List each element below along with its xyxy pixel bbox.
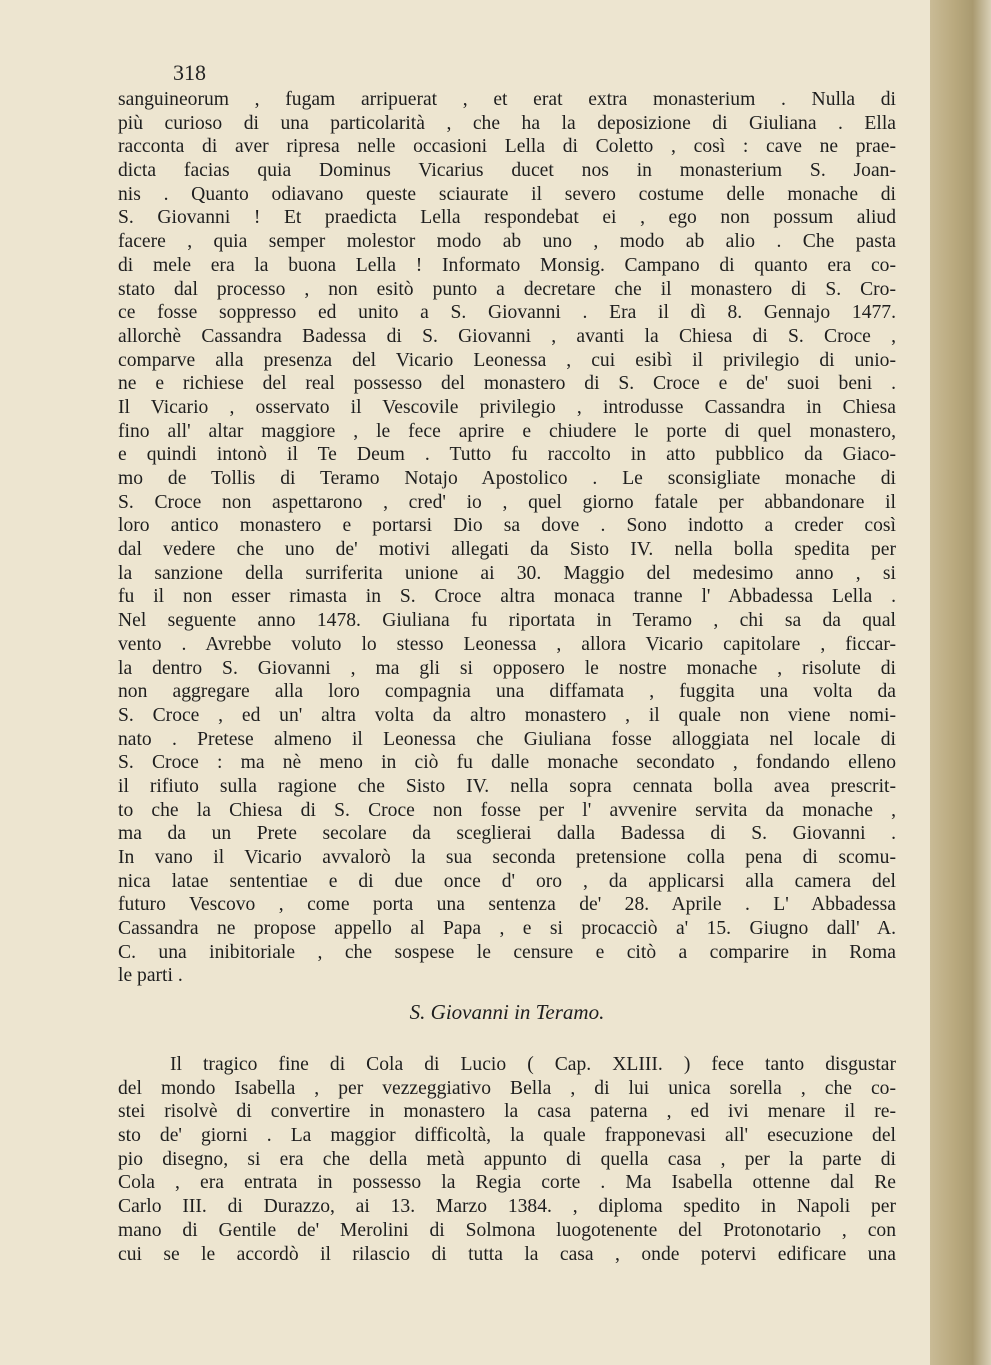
text-line: sto de' giorni . La maggior difficoltà, la quale frapponevasi all' esecuzione del [118,1125,896,1147]
text-line: le parti . [118,965,183,987]
text-line: Cassandra ne propose appello al Papa , e si procacciò a' 15. Giugno dall' A. [118,918,896,940]
text-line: la sanzione della surriferita unione ai 30. Maggio del medesimo anno , si [118,562,896,584]
text-line: facere , quia semper molestor modo ab uno , modo ab alio . Che pasta [118,231,896,253]
text-line: il rifiuto sulla ragione che Sisto IV. nella sopra cennata bolla avea prescrit- [118,775,896,797]
text-line: dal vedere che uno de' motivi allegati da Sisto IV. nella bolla spedita per [118,539,896,561]
text-line: stato dal processo , non esitò punto a decretare che il monastero di S. Cro- [118,278,896,300]
text-line: vento . Avrebbe voluto lo stesso Leonessa , allora Vicario capitolare , ficcar- [118,633,896,655]
paragraph-1 [118,88,896,988]
text-line: nica latae sententiae e di due once d' oro , da applicarsi alla camera del [118,870,896,892]
text-line: S. Giovanni ! Et praedicta Lella respondebat ei , ego non possum aliud [118,207,896,229]
text-line: C. una inibitoriale , che sospese le censure e citò a comparire in Roma [118,941,896,963]
text-line: ma da un Prete secolare da sceglierai dalla Badessa di S. Giovanni . [118,823,896,845]
text-line: racconta di aver ripresa nelle occasioni Lella di Coletto , così : cave ne prae- [118,136,896,158]
text-line: ce fosse soppresso ed unito a S. Giovanni . Era il dì 8. Gennajo 1477. [118,302,896,324]
text-line: comparve alla presenza del Vicario Leonessa , cui esibì il privilegio di unio- [118,349,896,371]
section-heading: S. Giovanni in Teramo. [409,1000,605,1024]
text-line: nato . Pretese almeno il Leonessa che Giuliana fosse alloggiata nel locale di [118,728,896,750]
text-line: Nel seguente anno 1478. Giuliana fu riportata in Teramo , chi sa da qual [118,610,896,632]
text-line: mano di Gentile de' Merolini di Solmona luogotenente del Protonotario , con [118,1219,896,1241]
text-line: nis . Quanto odiavano queste sciaurate il severo costume delle monache di [118,183,896,205]
text-line: la dentro S. Giovanni , ma gli si opposero le nostre monache , risolute di [118,657,896,679]
text-line: Cola , era entrata in possesso la Regia corte . Ma Isabella ottenne dal Re [118,1172,896,1194]
text-line: dicta facias quia Dominus Vicarius ducet nos in monasterium S. Joan- [118,160,896,182]
text-line: S. Croce : ma nè meno in ciò fu dalle monache secondato , fondando elleno [118,752,896,774]
paragraph-2 [118,1053,896,1266]
text-line: S. Croce non aspettarono , cred' io , quel giorno fatale per abbandonare il [118,491,896,513]
text-line: In vano il Vicario avvalorò la sua seconda pretensione colla pena di scomu- [118,847,896,868]
text-line: futuro Vescovo , come porta una sentenza de' 28. Aprile . L' Abbadessa [118,894,896,916]
text-line: e quindi intonò il Te Deum . Tutto fu raccolto in atto pubblico da Giaco- [118,444,896,466]
text-line: non aggregare alla loro compagnia una diffamata , fuggita una volta da [118,681,896,703]
text-line: più curioso di una particolarità , che ha la deposizione di Giuliana . Ella [118,112,896,134]
text-line: di mele era la buona Lella ! Informato Monsig. Campano di quanto era co- [118,254,896,276]
text-line: Il tragico fine di Cola di Lucio ( Cap. XLIII. ) fece tanto disgustar [170,1054,896,1075]
text-line: pio disegno, si era che della metà appunto di quella casa , per la parte di [118,1148,896,1170]
book-spine-edge [930,0,991,1365]
text-line: mo de Tollis di Teramo Notajo Apostolico . Le sconsigliate monache di [118,468,896,489]
text-line: fu il non esser rimasta in S. Croce altra monaca tranne l' Abbadessa Lella . [118,586,896,608]
text-line: allorchè Cassandra Badessa di S. Giovanni , avanti la Chiesa di S. Croce , [118,325,896,347]
text-line: stei risolvè di convertire in monastero la casa paterna , ed ivi menare il re- [118,1101,896,1123]
text-line: loro antico monastero e portarsi Dio sa dove . Sono indotto a creder così [118,515,896,537]
text-line: Il Vicario , osservato il Vescovile privilegio , introdusse Cassandra in Chiesa [118,396,896,418]
page-number: 318 [173,60,206,85]
text-line: fino all' altar maggiore , le fece aprire e chiudere le porte di quel monastero, [118,420,896,442]
text-line: Carlo III. di Durazzo, ai 13. Marzo 1384. , diploma spedito in Napoli per [118,1196,896,1218]
text-line: S. Croce , ed un' altra volta da altro monastero , il quale non viene nomi- [118,704,896,726]
text-line: del mondo Isabella , per vezzeggiativo Bella , di lui unica sorella , che co- [118,1077,896,1099]
text-line: to che la Chiesa di S. Croce non fosse per l' avvenire servita da monache , [118,799,896,821]
text-line: ne e richiese del real possesso del monastero di S. Croce e de' suoi beni . [118,373,896,395]
text-line: cui se le accordò il rilascio di tutta la casa , onde potervi edificare una [118,1243,896,1265]
text-line: sanguineorum , fugam arripuerat , et erat extra monasterium . Nulla di [118,89,896,110]
